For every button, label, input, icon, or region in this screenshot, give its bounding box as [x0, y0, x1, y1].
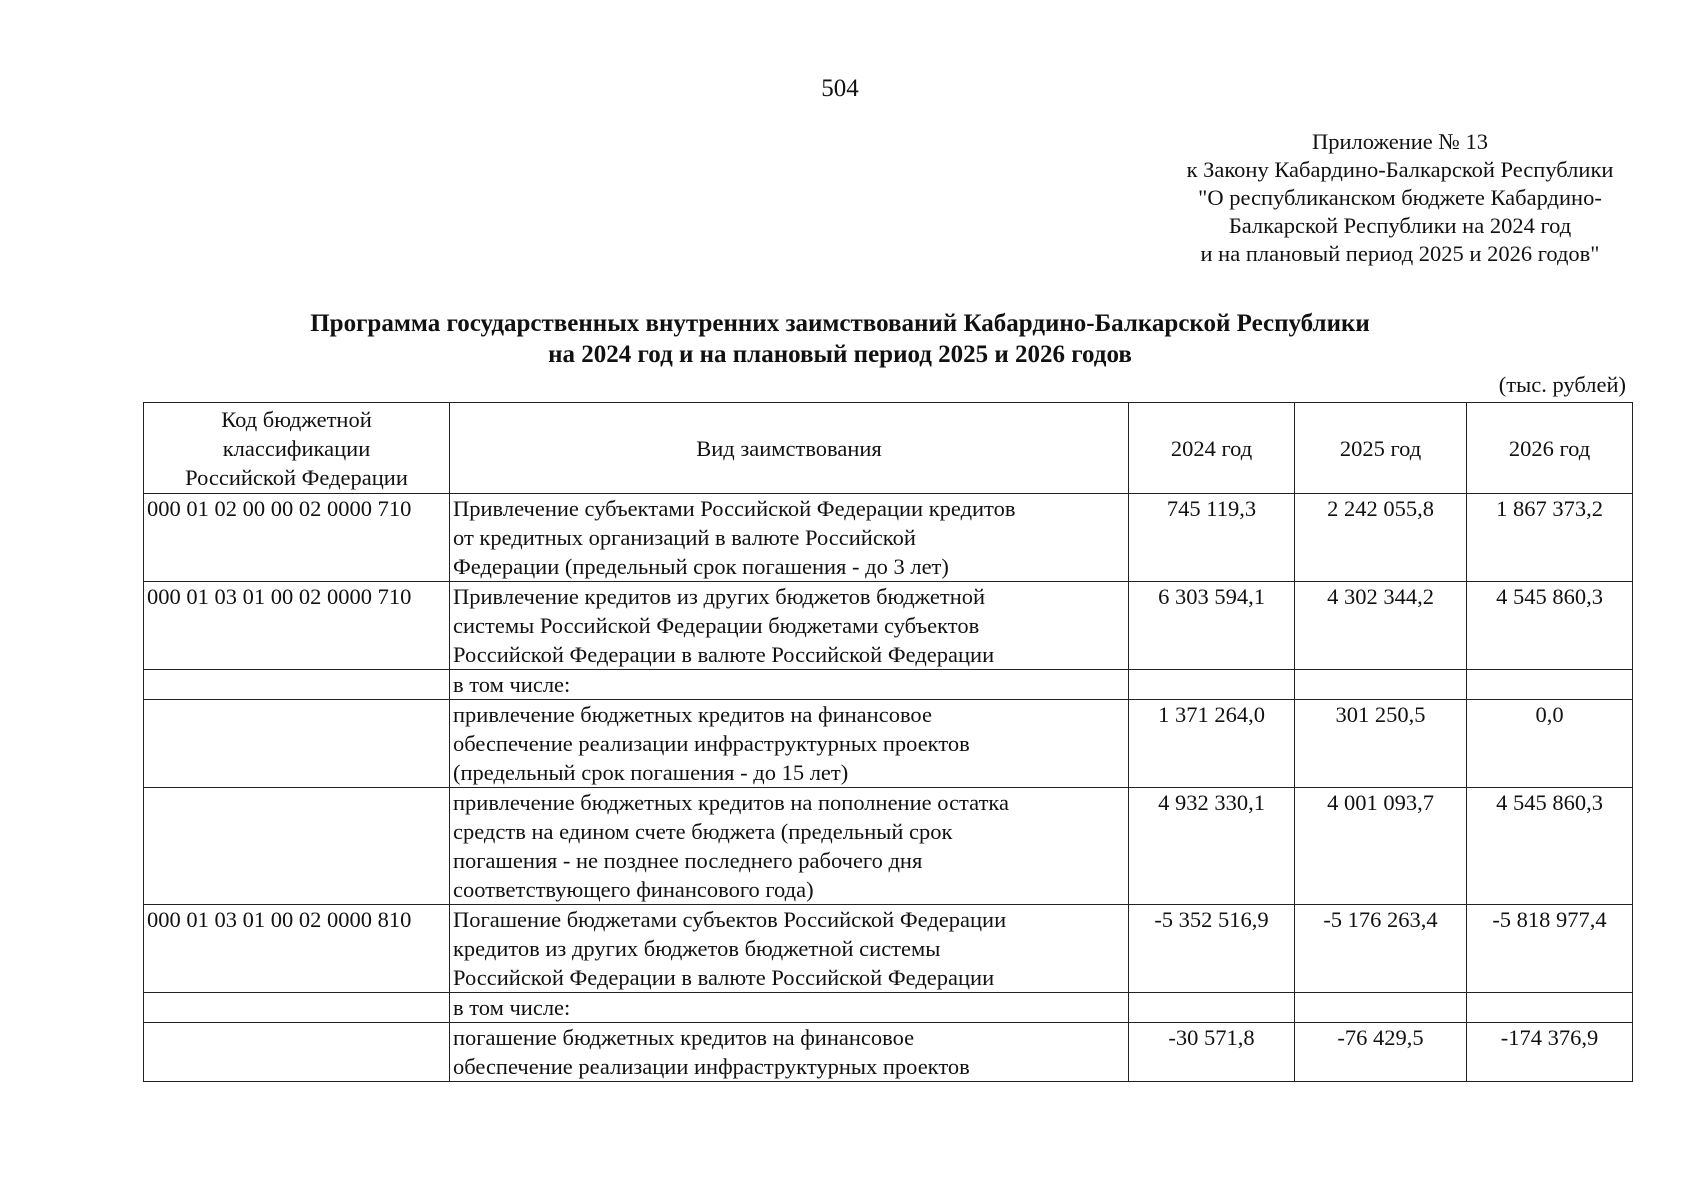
header-2024: 2024 год — [1129, 403, 1295, 494]
row-description — [450, 905, 1129, 993]
desc-line: в том числе: — [453, 995, 571, 1020]
desc-line: в том числе: — [453, 672, 571, 697]
row-code: 000 01 03 01 00 02 0000 810 — [144, 905, 450, 993]
appendix-line: и на плановый период 2025 и 2026 годов" — [1200, 241, 1600, 266]
desc-line: (предельный срок погашения - до 15 лет) — [453, 760, 849, 785]
header-code-line: Код бюджетной — [221, 406, 372, 432]
table-row — [144, 905, 1633, 993]
value-2024 — [1129, 670, 1295, 700]
table-row — [144, 993, 1633, 1023]
row-description — [450, 788, 1129, 905]
value-2026: -174 376,9 — [1467, 1023, 1633, 1082]
row-code — [144, 1023, 450, 1082]
appendix-note — [1130, 128, 1670, 268]
value-2025: 4 001 093,7 — [1295, 788, 1467, 905]
value-2024: 1 371 264,0 — [1129, 700, 1295, 788]
header-2025: 2025 год — [1295, 403, 1467, 494]
header-code-line: классификации — [222, 435, 371, 461]
value-2026 — [1467, 670, 1633, 700]
table-row — [144, 700, 1633, 788]
value-2024: 745 119,3 — [1129, 494, 1295, 582]
row-description — [450, 582, 1129, 670]
title-line-2: на 2024 год и на плановый период 2025 и 2026 годов — [548, 341, 1132, 368]
value-2025 — [1295, 670, 1467, 700]
title-line-1: Программа государственных внутренних заимствований Кабардино-Балкарской Республики — [310, 310, 1370, 337]
value-2024 — [1129, 993, 1295, 1023]
value-2024: 4 932 330,1 — [1129, 788, 1295, 905]
desc-line: Привлечение субъектами Российской Федерации кредитов — [453, 496, 1016, 521]
value-2025: 2 242 055,8 — [1295, 494, 1467, 582]
appendix-line: "О республиканском бюджете Кабардино- — [1198, 185, 1602, 210]
header-2026: 2026 год — [1467, 403, 1633, 494]
header-code — [144, 403, 450, 494]
value-2026: 0,0 — [1467, 700, 1633, 788]
value-2026 — [1467, 993, 1633, 1023]
table-row — [144, 788, 1633, 905]
value-2024: -30 571,8 — [1129, 1023, 1295, 1082]
header-type: Вид заимствования — [450, 403, 1129, 494]
table-row — [144, 670, 1633, 700]
desc-line: погашение бюджетных кредитов на финансовое — [453, 1025, 915, 1050]
desc-line: погашения - не позднее последнего рабочего дня — [453, 848, 923, 873]
desc-line: Российской Федерации в валюте Российской Федерации — [453, 642, 995, 667]
desc-line: средств на едином счете бюджета (предельный срок — [453, 819, 953, 844]
document-title — [0, 308, 1680, 370]
value-2024: 6 303 594,1 — [1129, 582, 1295, 670]
row-code — [144, 670, 450, 700]
appendix-line: Приложение № 13 — [1312, 129, 1488, 154]
units-note: (тыс. рублей) — [1498, 372, 1626, 397]
header-code-line: Российской Федерации — [185, 464, 408, 490]
table-header-row — [144, 403, 1633, 494]
desc-line: Российской Федерации в валюте Российской Федерации — [453, 965, 995, 990]
row-code — [144, 993, 450, 1023]
value-2025: 4 302 344,2 — [1295, 582, 1467, 670]
row-description — [450, 1023, 1129, 1082]
row-description — [450, 700, 1129, 788]
desc-line: обеспечение реализации инфраструктурных проектов — [453, 731, 970, 756]
value-2026: 1 867 373,2 — [1467, 494, 1633, 582]
desc-line: соответствующего финансового года) — [453, 877, 814, 902]
value-2025: 301 250,5 — [1295, 700, 1467, 788]
desc-line: привлечение бюджетных кредитов на финансовое — [453, 702, 932, 727]
row-code: 000 01 02 00 00 02 0000 710 — [144, 494, 450, 582]
appendix-line: Балкарской Республики на 2024 год — [1228, 213, 1572, 238]
value-2025 — [1295, 993, 1467, 1023]
desc-line: системы Российской Федерации бюджетами субъектов — [453, 613, 980, 638]
row-description — [450, 494, 1129, 582]
desc-line: кредитов из других бюджетов бюджетной системы — [453, 936, 941, 961]
desc-line: Федерации (предельный срок погашения - до 3 лет) — [453, 554, 949, 579]
value-2025: -76 429,5 — [1295, 1023, 1467, 1082]
value-2024: -5 352 516,9 — [1129, 905, 1295, 993]
page-number: 504 — [821, 75, 859, 102]
row-code — [144, 700, 450, 788]
value-2026: -5 818 977,4 — [1467, 905, 1633, 993]
row-code — [144, 788, 450, 905]
desc-line: Привлечение кредитов из других бюджетов бюджетной — [453, 584, 986, 609]
table-row — [144, 1023, 1633, 1082]
row-description — [450, 670, 1129, 700]
desc-line: обеспечение реализации инфраструктурных проектов — [453, 1054, 970, 1079]
borrowings-table — [143, 402, 1633, 1082]
appendix-line: к Закону Кабардино-Балкарской Республики — [1186, 157, 1614, 182]
desc-line: Погашение бюджетами субъектов Российской Федерации — [453, 907, 1007, 932]
value-2026: 4 545 860,3 — [1467, 582, 1633, 670]
desc-line: от кредитных организаций в валюте Российской — [453, 525, 916, 550]
row-code: 000 01 03 01 00 02 0000 710 — [144, 582, 450, 670]
value-2026: 4 545 860,3 — [1467, 788, 1633, 905]
table-row — [144, 582, 1633, 670]
desc-line: привлечение бюджетных кредитов на пополнение остатка — [453, 790, 1009, 815]
value-2025: -5 176 263,4 — [1295, 905, 1467, 993]
row-description — [450, 993, 1129, 1023]
table-row — [144, 494, 1633, 582]
